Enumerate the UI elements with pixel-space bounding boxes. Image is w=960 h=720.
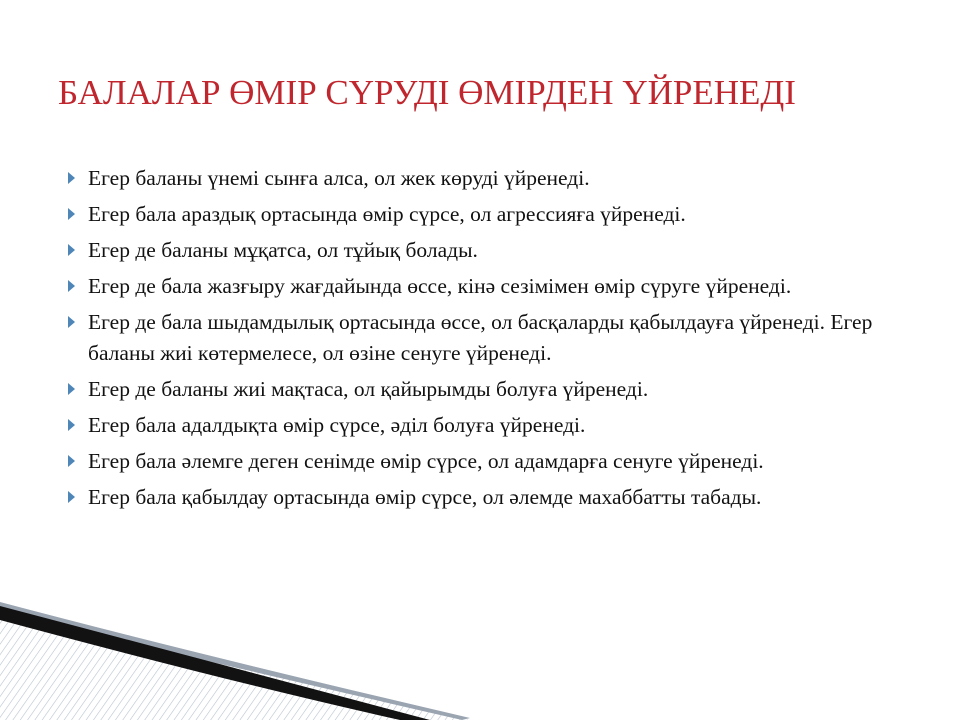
bullet-text: Егер бала араздық ортасында өмір сүрсе, ол агрессияға үйренеді. [88,202,686,226]
triangle-right-icon [68,419,75,431]
slide-title: БАЛАЛАР ӨМІР СҮРУДІ ӨМІРДЕН ҮЙРЕНЕДІ [58,73,796,112]
bullet-text: Егер де бала шыдамдылық ортасында өссе, ол басқаларды қабылдауға үйренеді. Егер баланы жиі көтермелесе, ол өзіне сенуге үйренеді. [88,310,873,365]
triangle-right-icon [68,208,75,220]
triangle-right-icon [68,455,75,467]
bullet-item [66,163,926,194]
bullet-text: Егер баланы үнемі сынға алса, ол жек көруді үйренеді. [88,166,590,190]
bullet-text: Егер бала қабылдау ортасында өмір сүрсе, ол әлемде махаббатты табады. [88,485,762,509]
bullet-item [66,307,926,369]
triangle-right-icon [68,316,75,328]
bullet-item [66,199,926,230]
decorative-wave [0,560,960,720]
triangle-right-icon [68,244,75,256]
bullet-item [66,410,926,441]
bullet-text: Егер бала адалдықта өмір сүрсе, әділ болуға үйренеді. [88,413,586,437]
bullet-item [66,374,926,405]
bullet-item [66,235,926,266]
triangle-right-icon [68,383,75,395]
bullet-text: Егер де бала жазғыру жағдайында өссе, кінә сезімімен өмір сүруге үйренеді. [88,274,792,298]
bullet-item [66,482,926,513]
bullet-text: Егер де баланы мұқатса, ол тұйық болады. [88,238,478,262]
triangle-right-icon [68,280,75,292]
triangle-right-icon [68,172,75,184]
bullet-list [66,163,926,518]
triangle-right-icon [68,491,75,503]
bullet-item [66,446,926,477]
bullet-text: Егер бала әлемге деген сенімде өмір сүрсе, ол адамдарға сенуге үйренеді. [88,449,764,473]
bullet-item [66,271,926,302]
bullet-text: Егер де баланы жиі мақтаса, ол қайырымды болуға үйренеді. [88,377,649,401]
